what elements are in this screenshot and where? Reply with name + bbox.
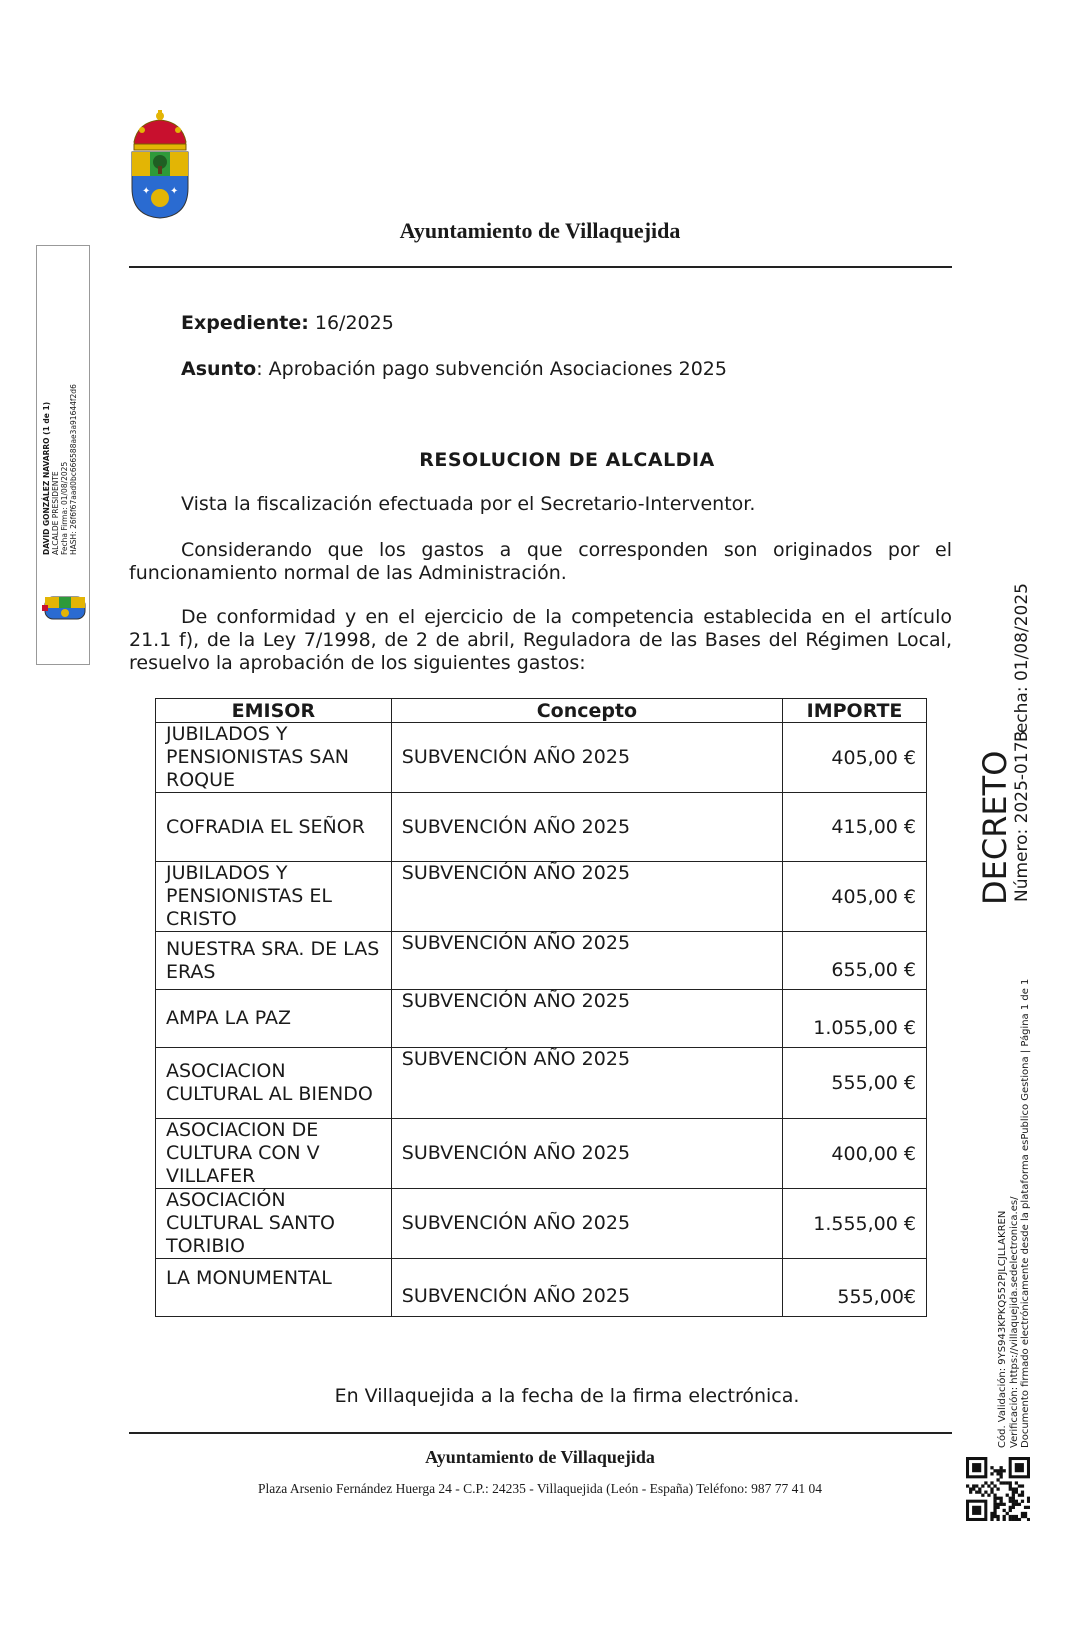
decree-date: Fecha: 01/08/2025: [1012, 583, 1032, 742]
cell-importe: 415,00 €: [783, 793, 927, 862]
cell-importe: 555,00€: [783, 1259, 927, 1317]
cell-importe: 655,00 €: [783, 932, 927, 990]
table-header-row: [156, 699, 927, 723]
header-divider: [129, 266, 952, 268]
svg-text:✦: ✦: [170, 186, 179, 197]
closing-line: En Villaquejida a la fecha de la firma electrónica.: [334, 1385, 800, 1407]
validation-code: Cód. Validación: 9YS943KPKQ552PJLCJLLAKREN: [997, 1210, 1008, 1448]
cell-importe: 400,00 €: [783, 1119, 927, 1189]
footer-address: Plaza Arsenio Fernández Huerga 24 - C.P.: 24235 - Villaquejida (León - España) Teléfono: 987 77 41 04: [258, 1481, 822, 1496]
paragraph-conformidad: De conformidad y en el ejercicio de la competencia establecida en el artículo 21.1 f), de la Ley 7/1998, de 2 de abril, Reguladora de las Bases del Régimen Local, resuelvo la aprobación de los siguientes gastos:: [129, 606, 952, 674]
asunto-line: [181, 358, 727, 381]
header-emisor: EMISOR: [156, 699, 392, 723]
expediente-value: 16/2025: [314, 312, 394, 334]
cell-importe: 1.055,00 €: [783, 990, 927, 1048]
cell-emisor: JUBILADOS Y PENSIONISTAS EL CRISTO: [156, 862, 392, 932]
signer-role: ALCALDE PRESIDENTE: [51, 471, 60, 555]
cell-concepto: SUBVENCIÓN AÑO 2025: [391, 793, 782, 862]
signer-name: DAVID GONZÁLEZ NAVARRO (1 de 1): [42, 401, 51, 555]
paragraph-considerando: Considerando que los gastos a que corresponden son originados por el funcionamiento normal de las Administración.: [129, 539, 952, 584]
cell-concepto: SUBVENCIÓN AÑO 2025: [391, 1259, 782, 1317]
expediente-label: Expediente:: [181, 312, 309, 334]
cell-importe: 555,00 €: [783, 1048, 927, 1119]
cell-importe: 405,00 €: [783, 723, 927, 793]
cell-importe: 1.555,00 €: [783, 1189, 927, 1259]
header-importe: IMPORTE: [783, 699, 927, 723]
table-row: [156, 862, 927, 932]
signature-date: Fecha Firma: 01/08/2025: [60, 461, 69, 555]
header-concepto: Concepto: [391, 699, 782, 723]
table-row: [156, 793, 927, 862]
qr-code-icon: [966, 1457, 1030, 1521]
cell-emisor: AMPA LA PAZ: [156, 990, 392, 1048]
decree-number: Número: 2025-0173: [1012, 730, 1032, 902]
cell-emisor: ASOCIACION CULTURAL AL BIENDO: [156, 1048, 392, 1119]
header-org-title: Ayuntamiento de Villaquejida: [399, 218, 681, 243]
table-row: [156, 990, 927, 1048]
cell-concepto: SUBVENCIÓN AÑO 2025: [391, 1119, 782, 1189]
decree-label: DECRETO: [976, 750, 1014, 905]
table-row: [156, 932, 927, 990]
cell-concepto: SUBVENCIÓN AÑO 2025: [391, 932, 782, 990]
asunto-label: Asunto: [181, 358, 257, 380]
table-row: [156, 1048, 927, 1119]
cell-emisor: ASOCIACIÓN CULTURAL SANTO TORIBIO: [156, 1189, 392, 1259]
cell-concepto: SUBVENCIÓN AÑO 2025: [391, 862, 782, 932]
cell-emisor: JUBILADOS Y PENSIONISTAS SAN ROQUE: [156, 723, 392, 793]
table-row: [156, 723, 927, 793]
footer-org-name: Ayuntamiento de Villaquejida: [425, 1447, 655, 1467]
svg-text:✦: ✦: [142, 186, 151, 197]
cell-concepto: SUBVENCIÓN AÑO 2025: [391, 1048, 782, 1119]
table-row: [156, 1259, 927, 1317]
cell-concepto: SUBVENCIÓN AÑO 2025: [391, 1189, 782, 1259]
signature-hash: HASH: 26f6f67aad0bc666588ae3a91644f2d6: [69, 384, 78, 555]
cell-emisor: ASOCIACION DE CULTURA CON V VILLAFER: [156, 1119, 392, 1189]
cell-concepto: SUBVENCIÓN AÑO 2025: [391, 723, 782, 793]
cell-emisor: NUESTRA SRA. DE LAS ERAS: [156, 932, 392, 990]
paragraph-vista: Vista la fiscalización efectuada por el Secretario-Interventor.: [181, 493, 756, 515]
cell-importe: 405,00 €: [783, 862, 927, 932]
cell-emisor: LA MONUMENTAL: [156, 1259, 392, 1317]
signature-coat-icon: [42, 594, 88, 622]
asunto-value: : Aprobación pago subvención Asociaciones 2025: [256, 358, 727, 380]
coat-of-arms-logo: [128, 108, 192, 220]
platform-note: Documento firmado electrónicamente desde la plataforma esPublico Gestiona | Página 1 de 1: [1020, 978, 1031, 1448]
footer-divider: [129, 1432, 952, 1434]
cell-emisor: COFRADIA EL SEÑOR: [156, 793, 392, 862]
table-row: [156, 1119, 927, 1189]
resolution-title: RESOLUCION DE ALCALDIA: [419, 449, 715, 471]
verification-url: Verificación: https://villaquejida.sedelectronica.es/: [1008, 1196, 1020, 1448]
expenses-table: [155, 698, 927, 1317]
validation-info: [997, 979, 1032, 1448]
table-row: [156, 1189, 927, 1259]
expediente-line: [181, 312, 394, 335]
cell-concepto: SUBVENCIÓN AÑO 2025: [391, 990, 782, 1048]
signature-details: [42, 384, 78, 555]
